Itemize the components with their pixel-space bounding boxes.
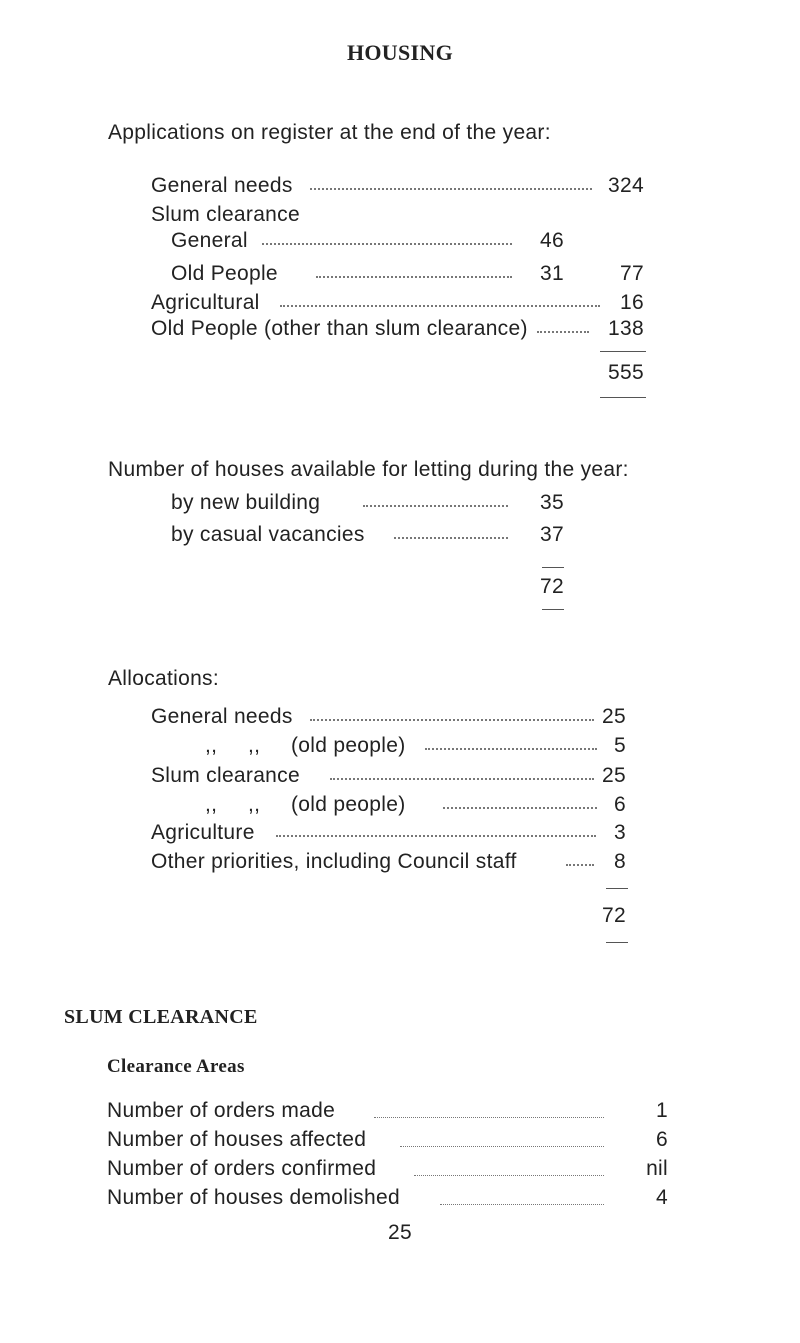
alloc-slum-clearance-label: Slum clearance [151, 764, 300, 787]
clearance-row-label: Number of houses demolished [107, 1186, 400, 1209]
alloc-slum-old-value: 6 [614, 793, 626, 816]
clearance-row-value: 1 [656, 1099, 668, 1122]
leader-dots [400, 1146, 604, 1147]
allocations-heading: Allocations: [108, 667, 219, 690]
clearance-row-label: Number of houses affected [107, 1128, 367, 1151]
leader-dots [316, 276, 512, 278]
leader-dots [374, 1117, 604, 1118]
leader-dots [394, 537, 508, 539]
register-agricultural-label: Agricultural [151, 291, 260, 314]
register-sc-old-people-label: Old People [171, 262, 278, 285]
letting-heading: Number of houses available for letting during the year: [108, 458, 629, 481]
register-agricultural-value: 16 [620, 291, 644, 314]
page-number: 25 [388, 1221, 412, 1244]
total-rule [542, 609, 564, 610]
letting-new-building-label: by new building [171, 491, 321, 514]
alloc-ditto-marks: ,, ,, [205, 793, 261, 816]
register-total: 555 [608, 361, 644, 384]
clearance-areas-subheading: Clearance Areas [107, 1056, 245, 1077]
leader-dots [440, 1204, 604, 1205]
letting-casual-value: 37 [540, 523, 564, 546]
leader-dots [363, 505, 508, 507]
register-old-people-other-label: Old People (other than slum clearance) [151, 317, 528, 340]
clearance-row-label: Number of orders confirmed [107, 1157, 377, 1180]
leader-dots [330, 778, 594, 780]
leader-dots [537, 331, 589, 333]
leader-dots [443, 807, 597, 809]
page-title: HOUSING [346, 40, 453, 65]
total-rule [600, 351, 646, 352]
total-rule [600, 397, 646, 398]
alloc-slum-clearance-value: 25 [602, 764, 626, 787]
alloc-general-old-value: 5 [614, 734, 626, 757]
register-slum-clearance-label: Slum clearance [151, 203, 300, 226]
alloc-general-needs-value: 25 [602, 705, 626, 728]
alloc-agriculture-label: Agriculture [151, 821, 255, 844]
register-general-needs-label: General needs [151, 174, 293, 197]
leader-dots [262, 243, 512, 245]
register-sc-general-label: General [171, 229, 248, 252]
register-sc-general-value: 46 [540, 229, 564, 252]
alloc-total: 72 [602, 904, 626, 927]
clearance-row-value: 4 [656, 1186, 668, 1209]
register-heading: Applications on register at the end of the year: [108, 121, 551, 144]
alloc-slum-old-label: (old people) [291, 793, 406, 816]
leader-dots [276, 835, 596, 837]
alloc-ditto-marks: ,, ,, [205, 734, 261, 757]
leader-dots [425, 748, 597, 750]
leader-dots [310, 188, 592, 190]
alloc-other-label: Other priorities, including Council staff [151, 850, 517, 873]
alloc-general-needs-label: General needs [151, 705, 293, 728]
clearance-row-label: Number of orders made [107, 1099, 336, 1122]
leader-dots [310, 719, 594, 721]
clearance-row-value: 6 [656, 1128, 668, 1151]
register-sc-old-people-value: 31 [540, 262, 564, 285]
total-rule [606, 888, 628, 889]
total-rule [606, 942, 628, 943]
leader-dots [414, 1175, 604, 1176]
register-sc-subtotal: 77 [620, 262, 644, 285]
clearance-row-value: nil [646, 1157, 668, 1180]
total-rule [542, 567, 564, 568]
alloc-agriculture-value: 3 [614, 821, 626, 844]
letting-total: 72 [540, 575, 564, 598]
alloc-general-old-label: (old people) [291, 734, 406, 757]
slum-clearance-heading: SLUM CLEARANCE [64, 1006, 258, 1028]
alloc-other-value: 8 [614, 850, 626, 873]
leader-dots [280, 305, 600, 307]
letting-new-building-value: 35 [540, 491, 564, 514]
letting-casual-label: by casual vacancies [171, 523, 365, 546]
register-general-needs-value: 324 [608, 174, 644, 197]
register-old-people-other-value: 138 [608, 317, 644, 340]
